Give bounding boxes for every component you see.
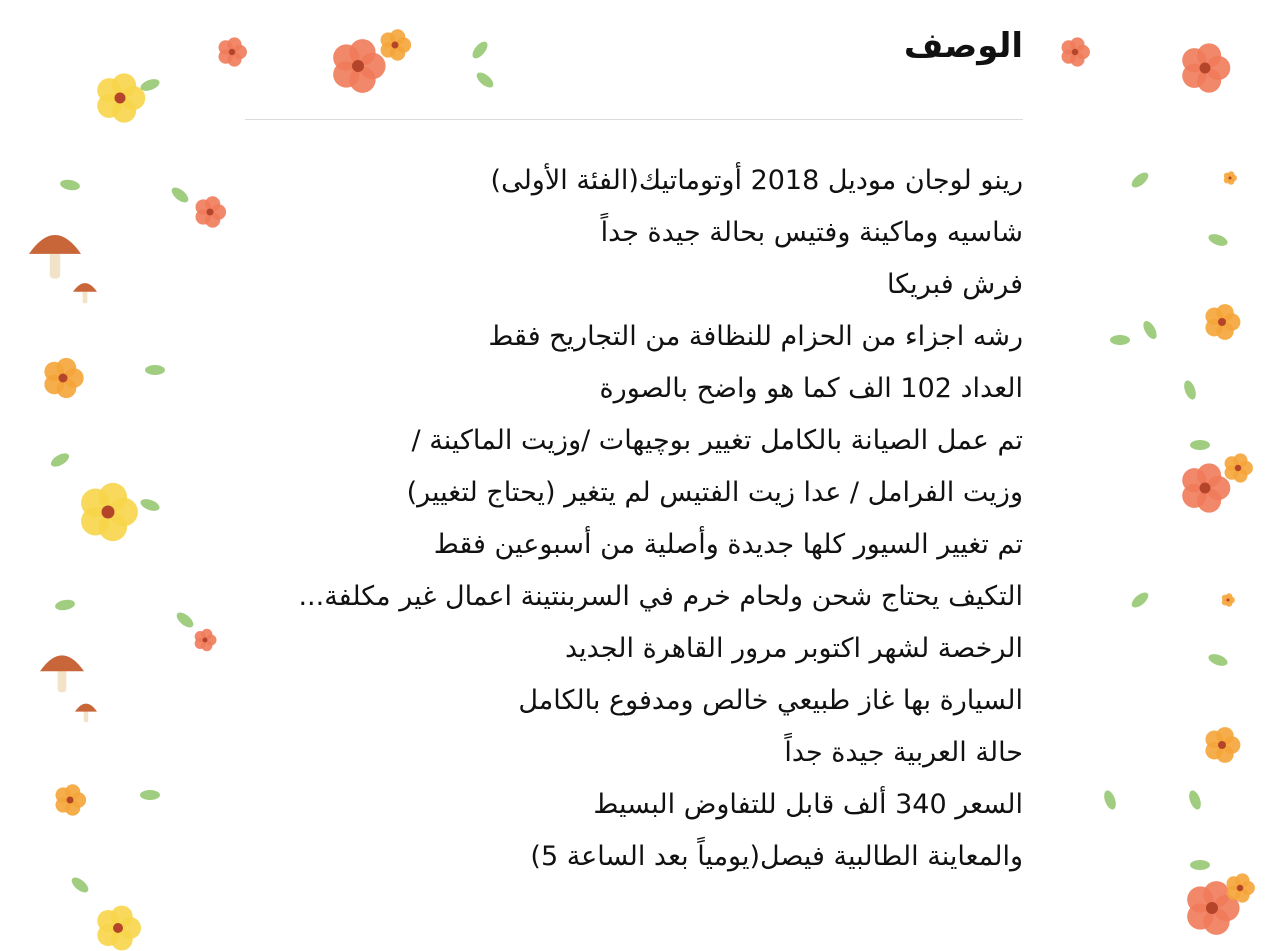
leaf-icon: [54, 598, 75, 611]
flower-icon: [97, 73, 145, 122]
leaf-icon: [1141, 319, 1160, 341]
section-title: الوصف: [903, 26, 1023, 66]
description-line: السعر 340 ألف قابل للتفاوض البسيط: [593, 789, 1023, 820]
flower-icon: [1187, 881, 1239, 935]
description-line: العداد 102 الف كما هو واضح بالصورة: [599, 373, 1023, 404]
leaf-icon: [1207, 232, 1229, 248]
mushroom-icon: [75, 704, 97, 722]
flower-icon: [44, 358, 83, 398]
flower-icon: [381, 29, 412, 60]
flower-icon: [1205, 304, 1240, 340]
description-line: حالة العربية جيدة جداً: [784, 737, 1023, 768]
leaf-icon: [470, 39, 491, 61]
description-line: فرش فبريكا: [887, 269, 1023, 300]
leaf-icon: [139, 77, 161, 93]
flower-icon: [97, 906, 141, 951]
leaf-icon: [474, 70, 496, 91]
leaf-icon: [174, 610, 196, 631]
leaf-icon: [145, 365, 165, 375]
leaf-icon: [1182, 379, 1198, 401]
flower-icon: [81, 483, 138, 541]
mushroom-icon: [40, 655, 84, 692]
flower-icon: [1205, 727, 1240, 763]
leaf-icon: [1102, 789, 1118, 811]
description-line: رشه اجزاء من الحزام للنظافة من التجاريح فقط: [488, 321, 1023, 352]
mushroom-icon: [29, 235, 81, 279]
leaf-icon: [69, 875, 91, 896]
description-line: تم تغيير السيور كلها جديدة وأصلية من أسبوعين فقط: [433, 529, 1023, 560]
flower-icon: [1227, 873, 1255, 902]
flower-icon: [1062, 37, 1090, 66]
flower-icon: [1225, 453, 1253, 482]
description-line: وزيت الفرامل / عدا زيت الفتيس لم يتغير (يحتاج لتغيير): [406, 477, 1023, 508]
description-line: شاسيه وماكينة وفتيس بحالة جيدة جداً: [600, 217, 1023, 248]
mushroom-icon: [73, 283, 97, 303]
leaf-icon: [49, 451, 71, 470]
description-line: والمعاينة الطالبية فيصل(يومياً بعد الساعة 5): [530, 841, 1023, 872]
flower-icon: [1222, 593, 1235, 606]
flower-icon: [1224, 171, 1237, 184]
flower-icon: [56, 784, 87, 815]
leaf-icon: [59, 178, 80, 191]
flower-icon: [196, 196, 227, 227]
divider: [245, 119, 1023, 120]
description-line: التكيف يحتاج شحن ولحام خرم في السربنتينة اعمال غير مكلفة...: [298, 581, 1023, 612]
leaf-icon: [1187, 789, 1203, 811]
leaf-icon: [1190, 440, 1210, 450]
description-line: رينو لوجان موديل 2018 أوتوماتيك(الفئة الأولى): [490, 165, 1023, 196]
flower-icon: [1182, 43, 1230, 92]
description-line: السيارة بها غاز طبيعي خالص ومدفوع بالكامل: [518, 685, 1023, 716]
description-line: الرخصة لشهر اكتوبر مرور القاهرة الجديد: [565, 633, 1023, 664]
leaf-icon: [1207, 652, 1229, 668]
leaf-icon: [1110, 335, 1130, 345]
leaf-icon: [1190, 860, 1210, 870]
leaf-icon: [1129, 170, 1151, 191]
leaf-icon: [139, 497, 161, 513]
description-line: تم عمل الصيانة بالكامل تغيير بوچيهات /وزيت الماكينة /: [411, 425, 1023, 456]
leaf-icon: [1129, 590, 1151, 611]
flower-icon: [195, 629, 217, 651]
flower-icon: [333, 39, 385, 93]
flower-icon: [219, 37, 247, 66]
leaf-icon: [169, 185, 191, 206]
leaf-icon: [140, 790, 160, 800]
description-text: [245, 155, 1023, 883]
flower-icon: [1182, 463, 1230, 512]
